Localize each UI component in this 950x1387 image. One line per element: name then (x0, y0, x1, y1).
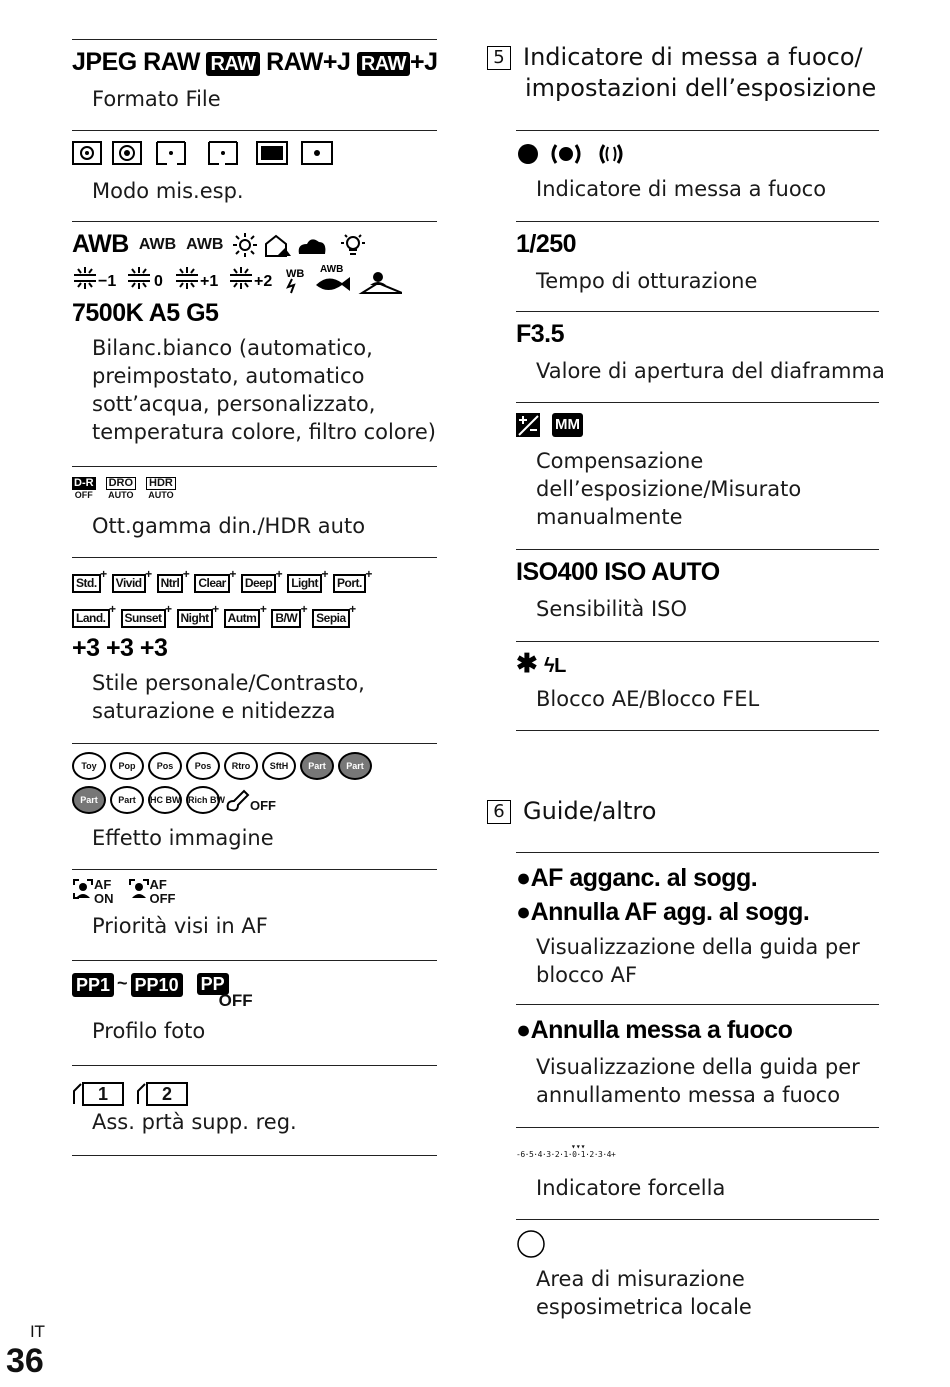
effect-icon: Part (110, 786, 144, 814)
style-chip: Ntrl + (157, 574, 184, 593)
hdr-auto-icon: HDR AUTO (146, 477, 176, 500)
effect-icon: Pos (186, 752, 220, 780)
entry-iso (516, 549, 879, 623)
file-format-symbols: JPEG RAW RAW RAW+J RAW +J (72, 48, 438, 76)
fel-lock-icon: ϟL (544, 655, 566, 677)
style-chip: Autm + (224, 609, 261, 628)
entry-bracket-indicator (516, 1127, 879, 1202)
effect-icon: Pos (148, 752, 182, 780)
metered-manual-chip: MM (552, 413, 583, 437)
entry-spot-metering-area (516, 1219, 879, 1321)
entry-description: Ass. prtà supp. reg. (92, 1110, 297, 1134)
entire-screen-avg-icon (257, 142, 287, 164)
entry-exposure-comp (516, 402, 879, 531)
center-metering-icon (113, 142, 141, 164)
raw-chip: RAW (357, 52, 410, 76)
section-5-heading: 5 Indicatore di messa a fuoco/ impostazioni dell’esposizione (487, 42, 876, 104)
dro-auto-icon: DRO AUTO (106, 477, 136, 500)
entry-media-priority (72, 1065, 437, 1136)
effect-icon: SftH (262, 752, 296, 780)
pp-off-icon: PP OFF (197, 973, 253, 1013)
language-label: IT (30, 1322, 45, 1341)
style-chip: Land. + (72, 609, 110, 628)
style-chip: Clear + (194, 574, 230, 593)
aperture-value: F3.5 (516, 320, 565, 348)
slot-icons (72, 1082, 437, 1106)
pp10-chip: PP10 (131, 973, 183, 997)
effect-icon: Part (300, 752, 334, 780)
shutter-speed-value: 1/250 (516, 230, 577, 258)
wb-icons-row1: AWB AWB AWB (72, 230, 437, 259)
entry-description: Area di misurazione esposimetrica locale (536, 1267, 752, 1319)
style-chip: Sepia + (312, 609, 350, 628)
svg-text:AWB: AWB (320, 264, 344, 275)
underwater-awb-icon (316, 264, 350, 291)
shade-icon (266, 236, 291, 256)
ae-lock-icon: ✱ (516, 648, 538, 678)
style-chip: Light + (287, 574, 322, 593)
entry-description: Ott.gamma din./HDR auto (92, 514, 366, 538)
bottom-rule (72, 1155, 437, 1156)
face-icons (72, 878, 437, 906)
effect-icon: Part (72, 786, 106, 814)
entry-metering-mode (72, 130, 437, 205)
entry-description: Blocco AE/Blocco FEL (536, 687, 760, 711)
effect-off-label: OFF (250, 797, 276, 813)
custom-wb-icon (362, 272, 402, 293)
wb-temperature-value: 7500K A5 G5 (72, 299, 219, 327)
entry-ae-lock (516, 641, 879, 713)
picture-profile-icons: PP1 ~ PP10 PP OFF (72, 973, 437, 1013)
style-chip: Sunset + (121, 609, 166, 628)
style-chip: B/W + (271, 609, 301, 628)
entry-description: Visualizzazione della guida per blocco AF (536, 935, 860, 987)
entry-description: Profilo foto (92, 1019, 206, 1043)
page-number: 36 (6, 1342, 44, 1380)
entry-description: Visualizzazione della guida per annullamento messa a fuoco (536, 1055, 860, 1107)
style-values: +3 +3 +3 (72, 634, 168, 662)
raw-chip: RAW (206, 52, 259, 76)
fluorescent-icons (72, 263, 402, 297)
entry-description: Indicatore di messa a fuoco (536, 177, 827, 201)
ae-lock-icons (516, 648, 879, 679)
daylight-icon (233, 233, 257, 257)
entry-description: Modo mis.esp. (92, 179, 244, 203)
entry-focus-indicator (516, 130, 879, 203)
entry-shutter-speed (516, 221, 879, 295)
exposure-icons (516, 413, 879, 437)
style-chips-row1 (72, 572, 437, 593)
svg-text:+1: +1 (200, 273, 219, 290)
entry-picture-profile (72, 960, 437, 1045)
fluor-value: −1 (98, 273, 117, 290)
style-chip: Port. + (333, 574, 366, 593)
entry-description: Effetto immagine (92, 826, 274, 850)
entry-dro-hdr (72, 466, 437, 540)
effect-icon: Rtro (224, 752, 258, 780)
section-5-bottom-rule (516, 730, 879, 731)
face-icon (128, 878, 150, 900)
entry-description: Stile personale/Contrasto, saturazione e nitidezza (92, 671, 365, 723)
entry-description: Bilanc.bianco (automatico, preimpostato, automatico sott’acqua, personalizzato, temperatura colore, filtro colore) (92, 336, 436, 444)
brush-icon (224, 787, 250, 813)
af-lock-labels: ●AF agganc. al sogg. ●Annulla AF agg. al sogg. (516, 864, 810, 926)
wb-icons-row2 (72, 263, 437, 297)
bracket-scale-icon: ▾▾▾ -6·5·4·3·2·1·0·1·2·3·4+ (516, 1142, 616, 1159)
fluorescent-icon (128, 267, 150, 289)
pp1-chip: PP1 (72, 973, 114, 997)
slot-1-icon: 1 (72, 1082, 124, 1106)
focus-continuous-icon (553, 145, 579, 163)
dro-off-icon: D-R OFF (74, 477, 94, 500)
spot-standard-icon (157, 142, 185, 164)
wb-preset-icons (233, 232, 383, 258)
style-chip: Std. + (72, 574, 101, 593)
svg-text:+2: +2 (254, 273, 273, 290)
entry-white-balance (72, 221, 437, 446)
effect-icon: Toy (72, 752, 106, 780)
effect-icon: Rich BW (186, 786, 220, 814)
entry-description: Sensibilità ISO (536, 597, 687, 621)
entry-aperture (516, 311, 885, 385)
focus-locked-icon (518, 144, 538, 164)
effect-icon: HC BW (148, 786, 182, 814)
exposure-comp-icon (516, 413, 540, 437)
entry-af-lock-guide (516, 852, 879, 989)
section-number: 5 (487, 46, 511, 70)
face-icon (72, 878, 94, 900)
metering-icons (72, 139, 342, 169)
fluorescent-icon (176, 267, 198, 289)
entry-description: Indicatore forcella (536, 1176, 726, 1200)
effect-icons-row2 (72, 786, 437, 814)
svg-text:0: 0 (154, 273, 163, 290)
fluorescent-icon (230, 267, 252, 289)
highlight-metering-icon (302, 142, 332, 164)
entry-description: Tempo di otturazione (536, 269, 758, 293)
incandescent-icon (341, 235, 365, 254)
cancel-focus-label: ●Annulla messa a fuoco (516, 1016, 793, 1044)
dro-icons (72, 477, 437, 500)
style-chip: Night + (177, 609, 213, 628)
focus-in-progress-icon (601, 145, 621, 163)
focus-indicator-icons (516, 139, 636, 169)
entry-description: Priorità visi in AF (92, 914, 268, 938)
style-chip: Deep + (241, 574, 276, 593)
multi-metering-icon (73, 142, 101, 164)
iso-value: ISO400 ISO AUTO (516, 558, 720, 586)
spot-metering-circle-icon (516, 1229, 546, 1259)
slot-2-icon: 2 (136, 1082, 188, 1106)
face-af-on-icon: AF ON (72, 878, 114, 906)
effect-icons-row1 (72, 752, 437, 780)
entry-picture-effect (72, 743, 437, 852)
style-chips-row2 (72, 607, 437, 628)
entry-description: Valore di apertura del diaframma (536, 359, 885, 383)
section-number: 6 (487, 800, 511, 824)
spot-large-icon (209, 142, 237, 164)
entry-description: Formato File (92, 87, 221, 111)
svg-text:WB: WB (286, 268, 305, 280)
entry-description: Compensazione dell’esposizione/Misurato manualmente (536, 449, 802, 529)
face-af-off-icon: AF OFF (128, 878, 176, 906)
section-6-heading: 6 Guide/altro (487, 796, 656, 827)
entry-cancel-focus-guide (516, 1004, 879, 1109)
flash-wb-icon (286, 268, 304, 293)
cloudy-icon (299, 239, 326, 254)
entry-face-priority (72, 869, 437, 940)
style-chip: Vivid + (112, 574, 146, 593)
entry-file-format (72, 39, 437, 113)
effect-icon: Part (338, 752, 372, 780)
fluorescent-icon (74, 267, 96, 289)
entry-creative-style (72, 557, 437, 725)
effect-icon: Pop (110, 752, 144, 780)
